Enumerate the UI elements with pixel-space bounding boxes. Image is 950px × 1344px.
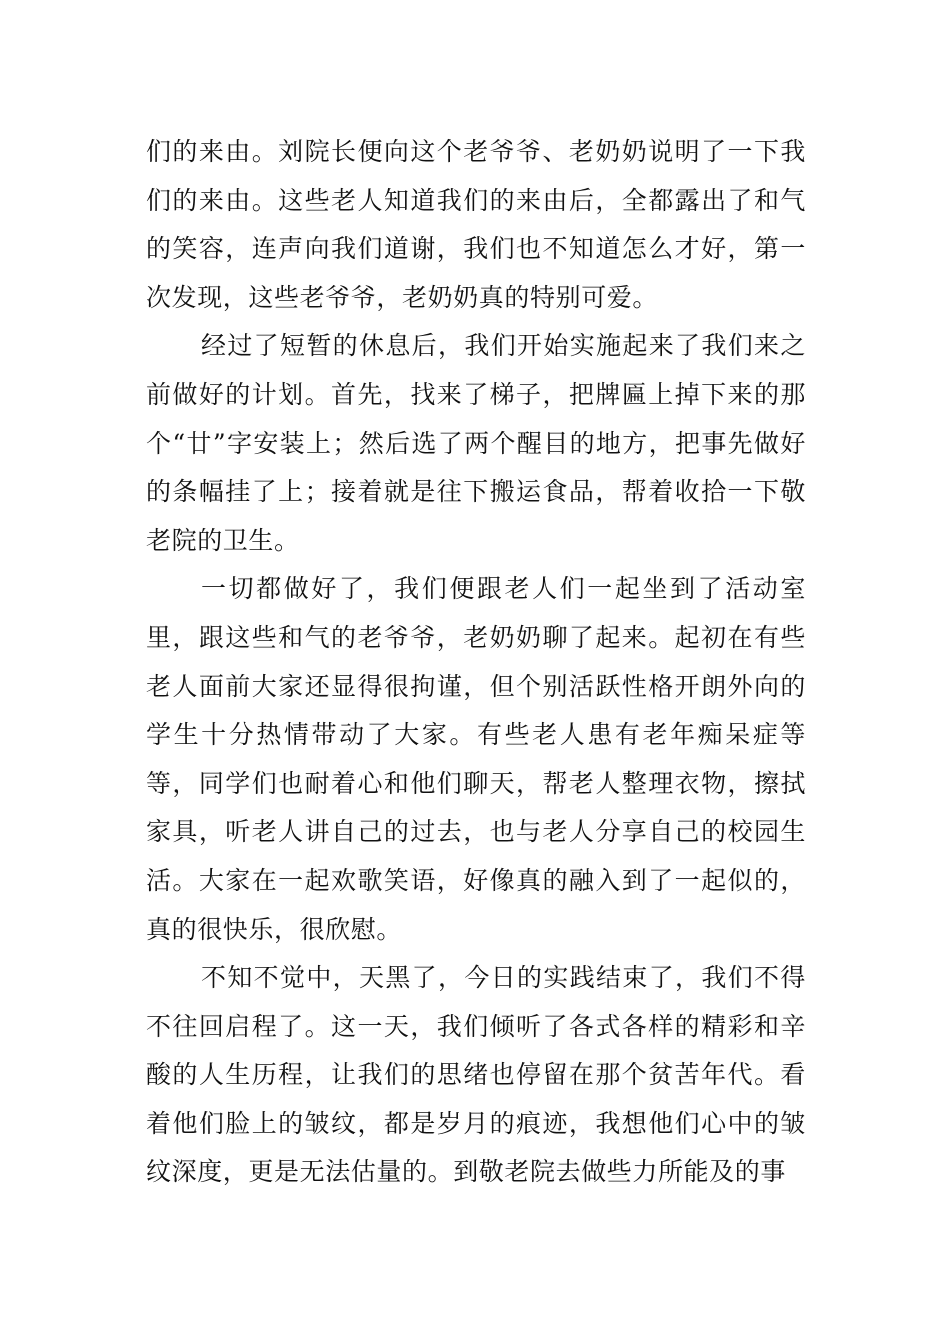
document-body bbox=[146, 128, 806, 1197]
paragraph-4: 不知不觉中，天黑了，今日的实践结束了，我们不得不往回启程了。这一天，我们倾听了各式各样的精彩和辛酸的人生历程，让我们的思绪也停留在那个贫苦年代。看着他们脸上的皱纹，都是岁月的痕迹，我想他们心中的皱纹深度，更是无法估量的。到敬老院去做些力所能及的事 bbox=[146, 963, 806, 1187]
paragraph-2: 经过了短暂的休息后，我们开始实施起来了我们来之前做好的计划。首先，找来了梯子，把牌匾上掉下来的那个“廿”字安装上；然后选了两个醒目的地方，把事先做好的条幅挂了上；接着就是往下搬运食品，帮着收拾一下敬老院的卫生。 bbox=[146, 331, 806, 555]
paragraph-1: 们的来由。刘院长便向这个老爷爷、老奶奶说明了一下我们的来由。这些老人知道我们的来由后，全都露出了和气的笑容，连声向我们道谢，我们也不知道怎么才好，第一次发现，这些老爷爷，老奶奶真的特别可爱。 bbox=[146, 137, 806, 312]
paragraph-3: 一切都做好了，我们便跟老人们一起坐到了活动室里，跟这些和气的老爷爷，老奶奶聊了起来。起初在有些老人面前大家还显得很拘谨，但个别活跃性格开朗外向的学生十分热情带动了大家。有些老人患有老年痴呆症等等，同学们也耐着心和他们聊天，帮老人整理衣物，擦拭家具，听老人讲自己的过去，也与老人分享自己的校园生活。大家在一起欢歌笑语，好像真的融入到了一起似的，真的很快乐，很欣慰。 bbox=[146, 574, 806, 944]
